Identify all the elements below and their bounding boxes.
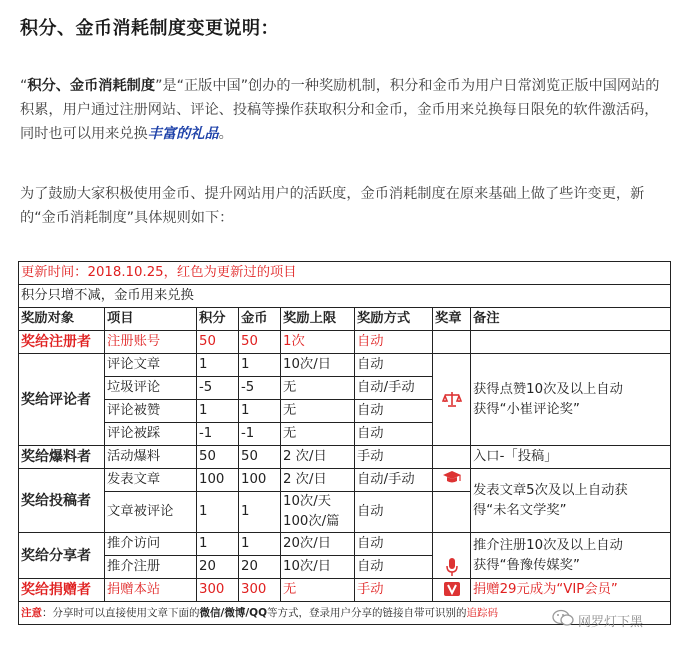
note-line: 发表文章5次及以上自动获 bbox=[473, 482, 628, 498]
page-title: 积分、金币消耗制度变更说明： bbox=[20, 18, 279, 39]
gift-link[interactable]: 丰富的礼品 bbox=[147, 126, 219, 142]
commenter-note bbox=[471, 354, 671, 446]
method-cell: 自动 bbox=[355, 400, 433, 423]
microphone-icon bbox=[433, 533, 471, 579]
coins-cell: 50 bbox=[239, 331, 281, 354]
method-cell: 自动 bbox=[355, 423, 433, 446]
update-time-line: 更新时间：2018.10.25，红色为更新过的项目 bbox=[19, 262, 671, 285]
intro-term: 积分、金币消耗制度 bbox=[27, 78, 156, 94]
watermark-text: 网罗灯下黑 bbox=[578, 614, 644, 630]
limit-line: 100次/篇 bbox=[283, 514, 340, 529]
note-cell bbox=[471, 331, 671, 354]
method-cell: 自动/手动 bbox=[355, 377, 433, 400]
item-cell: 评论被赞 bbox=[105, 400, 197, 423]
method-cell: 自动 bbox=[355, 533, 433, 556]
badge-cell bbox=[433, 492, 471, 533]
item-cell: 发表文章 bbox=[105, 469, 197, 492]
coins-cell: -1 bbox=[239, 423, 281, 446]
rules-table bbox=[18, 261, 671, 625]
note-line: 得“未名文学奖” bbox=[473, 502, 567, 518]
coins-cell: 1 bbox=[239, 400, 281, 423]
table-row bbox=[19, 533, 671, 556]
quote-mark: “ bbox=[20, 78, 28, 94]
coins-cell: 1 bbox=[239, 533, 281, 556]
limit-cell bbox=[281, 492, 355, 533]
table-row bbox=[19, 331, 671, 354]
points-cell: 50 bbox=[197, 331, 239, 354]
points-cell: -1 bbox=[197, 423, 239, 446]
item-cell: 推介注册 bbox=[105, 556, 197, 579]
method-cell: 自动 bbox=[355, 331, 433, 354]
points-cell: 100 bbox=[197, 469, 239, 492]
note-line: 推介注册10次及以上自动 bbox=[473, 537, 623, 553]
target-commenter: 奖给评论者 bbox=[19, 354, 105, 446]
coins-cell: 1 bbox=[239, 354, 281, 377]
limit-cell: 10次/日 bbox=[281, 556, 355, 579]
coins-cell: 20 bbox=[239, 556, 281, 579]
note-share-methods: 微信/微博/QQ bbox=[199, 607, 268, 619]
points-cell: 1 bbox=[197, 533, 239, 556]
points-rule-line: 积分只增不减，金币用来兑换 bbox=[19, 285, 671, 308]
item-cell: 活动爆料 bbox=[105, 446, 197, 469]
table-row bbox=[19, 469, 671, 492]
method-cell: 手动 bbox=[355, 446, 433, 469]
scales-badge-icon bbox=[433, 354, 471, 446]
col-note: 备注 bbox=[471, 308, 671, 331]
coins-cell: 300 bbox=[239, 579, 281, 602]
limit-cell: 无 bbox=[281, 423, 355, 446]
method-cell: 手动 bbox=[355, 579, 433, 602]
col-item: 项目 bbox=[105, 308, 197, 331]
item-cell: 评论被踩 bbox=[105, 423, 197, 446]
item-cell: 捐赠本站 bbox=[105, 579, 197, 602]
note-cell: 入口-「投稿」 bbox=[471, 446, 671, 469]
points-cell: 1 bbox=[197, 354, 239, 377]
coins-cell: -5 bbox=[239, 377, 281, 400]
item-cell: 注册账号 bbox=[105, 331, 197, 354]
points-cell: 300 bbox=[197, 579, 239, 602]
contributor-note bbox=[471, 469, 671, 533]
method-cell: 自动/手动 bbox=[355, 469, 433, 492]
target-breaker: 奖给爆料者 bbox=[19, 446, 105, 469]
col-limit: 奖励上限 bbox=[281, 308, 355, 331]
intro-end: 。 bbox=[218, 126, 233, 142]
watermark bbox=[552, 604, 682, 636]
col-badge: 奖章 bbox=[433, 308, 471, 331]
limit-cell: 2 次/日 bbox=[281, 469, 355, 492]
note-tracking-code: 追踪码 bbox=[466, 607, 499, 619]
table-row bbox=[19, 354, 671, 377]
intro-paragraph bbox=[20, 74, 672, 146]
target-donor: 奖给捐赠者 bbox=[19, 579, 105, 602]
target-contributor: 奖给投稿者 bbox=[19, 469, 105, 533]
limit-cell: 10次/日 bbox=[281, 354, 355, 377]
item-cell: 推介访问 bbox=[105, 533, 197, 556]
limit-cell: 无 bbox=[281, 377, 355, 400]
col-points: 积分 bbox=[197, 308, 239, 331]
method-cell: 自动 bbox=[355, 492, 433, 533]
wechat-icon bbox=[552, 609, 574, 631]
note-line: 获得“鲁豫传媒奖” bbox=[473, 557, 580, 573]
limit-cell: 2 次/日 bbox=[281, 446, 355, 469]
badge-cell bbox=[433, 446, 471, 469]
points-cell: 1 bbox=[197, 492, 239, 533]
limit-cell: 无 bbox=[281, 579, 355, 602]
badge-cell bbox=[433, 331, 471, 354]
col-method: 奖励方式 bbox=[355, 308, 433, 331]
item-cell: 文章被评论 bbox=[105, 492, 197, 533]
rules-intro-paragraph: 为了鼓励大家积极使用金币、提升网站用户的活跃度，金币消耗制度在原来基础上做了些许变更，新的“金币消耗制度”具体规则如下： bbox=[20, 186, 645, 226]
coins-cell: 1 bbox=[239, 492, 281, 533]
points-cell: 20 bbox=[197, 556, 239, 579]
item-cell: 评论文章 bbox=[105, 354, 197, 377]
intro-text: ”是“正版中国”创办的一种奖励机制，积分和金币为用户日常浏览正版中国网站的积累，用户通过注册网站、评论、投稿等操作获取积分和金币，金币用来兑换每日限免的软件激活码，同时也可以用来兑换 bbox=[20, 78, 660, 142]
graduation-cap-icon bbox=[433, 469, 471, 492]
limit-cell: 20次/日 bbox=[281, 533, 355, 556]
points-cell: -5 bbox=[197, 377, 239, 400]
col-target: 奖励对象 bbox=[19, 308, 105, 331]
method-cell: 自动 bbox=[355, 354, 433, 377]
limit-cell: 无 bbox=[281, 400, 355, 423]
points-cell: 1 bbox=[197, 400, 239, 423]
table-row bbox=[19, 579, 671, 602]
col-coins: 金币 bbox=[239, 308, 281, 331]
sharer-note bbox=[471, 533, 671, 579]
coins-cell: 50 bbox=[239, 446, 281, 469]
table-header-row bbox=[19, 308, 671, 331]
note-cell: 捐赠29元成为“VIP会员” bbox=[471, 579, 671, 602]
table-row bbox=[19, 446, 671, 469]
note-text: 等方式，登录用户分享的链接自带可识别的 bbox=[267, 607, 467, 619]
note-line: 获得点赞10次及以上自动 bbox=[473, 381, 623, 397]
method-cell: 自动 bbox=[355, 556, 433, 579]
vip-badge-icon bbox=[433, 579, 471, 602]
limit-line: 10次/天 bbox=[283, 494, 331, 509]
limit-cell: 1次 bbox=[281, 331, 355, 354]
target-sharer: 奖给分享者 bbox=[19, 533, 105, 579]
note-text: ：分享时可以直接使用文章下面的 bbox=[42, 607, 200, 619]
points-cell: 50 bbox=[197, 446, 239, 469]
note-label: 注意 bbox=[21, 607, 42, 619]
coins-cell: 100 bbox=[239, 469, 281, 492]
item-cell: 垃圾评论 bbox=[105, 377, 197, 400]
target-register: 奖给注册者 bbox=[19, 331, 105, 354]
note-line: 获得“小崔评论奖” bbox=[473, 401, 580, 417]
